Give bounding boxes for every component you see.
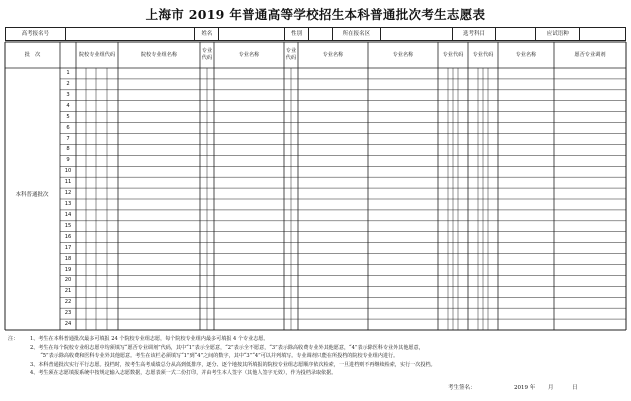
header-major-name-3: 专业名称: [392, 51, 414, 58]
row-number: 17: [64, 244, 72, 251]
subjects-label: 选考科目: [453, 28, 497, 40]
header-major-name-2: 专业名称: [322, 51, 344, 58]
row-number: 23: [64, 310, 72, 317]
row-number: 1: [66, 70, 70, 76]
header-major-name-1: 专业名称: [238, 51, 260, 58]
row-number: 22: [64, 299, 72, 306]
row-number: 11: [64, 179, 72, 186]
row-number: 7: [66, 135, 70, 142]
row-number: 13: [64, 201, 72, 207]
note-2-cont: “5”表示除高收费和医科专业外其他愿意。考生在该栏必须填写“1”到“4”之间的数字，其中“3”“4”可以并列填写。专业调剂只能在所投档的院校专业组内进行。: [30, 353, 399, 360]
row-number: 3: [66, 91, 70, 98]
row-number: 10: [64, 168, 72, 175]
header-major-code-1: 专业代码: [201, 48, 213, 61]
header-adjust: 愿否专业调剂: [574, 51, 606, 58]
note-1: 1、考生在本科普通批次最多可填报 24 个院校专业组志愿，每个院校专业组内最多可填报 4 个专业志愿。: [30, 336, 269, 342]
district-label: 所在报名区: [333, 28, 381, 40]
row-number: 19: [64, 266, 72, 273]
notes-prefix: 注：: [8, 336, 19, 342]
language-label: 应试语种: [536, 28, 580, 40]
row-number: 2: [66, 80, 70, 87]
row-number: 4: [66, 102, 70, 109]
header-major-code-4: 专业代码: [472, 51, 494, 58]
row-number: 6: [66, 124, 70, 131]
exam-number-label: 高考报名号: [6, 28, 66, 40]
signature-year: 2019 年: [514, 385, 536, 391]
note-3: 3、本科普通批次实行平行志愿。投档时，按考生高考成绩总分从高到低排序，逐分、逐个地按其所填报的院校专业组志愿顺序依次检索，一旦进档则不再继续检索，实行一次投档。: [30, 361, 436, 368]
row-number: 8: [66, 146, 70, 153]
gender-label: 性别: [285, 28, 309, 40]
row-number: 21: [64, 288, 72, 295]
signature-label: 考生签名：: [448, 385, 476, 391]
header-major-code-3: 专业代码: [442, 51, 464, 58]
note-2: 2、考生在每个院校专业组志愿中均须填写“愿否专业调剂”代码，其中“1”表示全愿意，“2”表示全不愿意，“3”表示除高收费专业外其他愿意，“4”表示除医科专业外其他愿意，: [30, 344, 424, 351]
row-number: 16: [64, 233, 72, 240]
header-major-code-2: 专业代码: [285, 48, 297, 61]
signature-day: 日: [572, 385, 578, 391]
page-title: 上海市 2019 年普通高等学校招生本科普通批次考生志愿表: [145, 7, 486, 22]
row-number: 14: [64, 211, 72, 218]
notes-section: [8, 335, 620, 378]
row-number: 18: [64, 255, 72, 262]
row-number: 5: [66, 113, 70, 120]
row-number: 12: [64, 190, 72, 197]
name-label: 姓名: [195, 28, 219, 40]
row-number: 20: [64, 277, 72, 284]
signature-month: 月: [548, 385, 554, 391]
note-4: 4、考生须在志愿填报系统中按规定输入志愿数据，志愿表须一式二份打印，并由考生本人签字（其他人签字无效），作为投档录取依据。: [30, 370, 337, 377]
row-number: 9: [66, 157, 70, 164]
batch-label: 本科普通批次: [15, 192, 49, 198]
header-batch: 批 次: [24, 51, 41, 58]
row-number: 24: [64, 321, 72, 328]
header-major-name-4: 专业名称: [515, 51, 537, 58]
header-group-code: 院校专业组代码: [78, 51, 116, 58]
row-number: 15: [64, 222, 72, 229]
header-group-name: 院校专业组名称: [140, 51, 178, 58]
